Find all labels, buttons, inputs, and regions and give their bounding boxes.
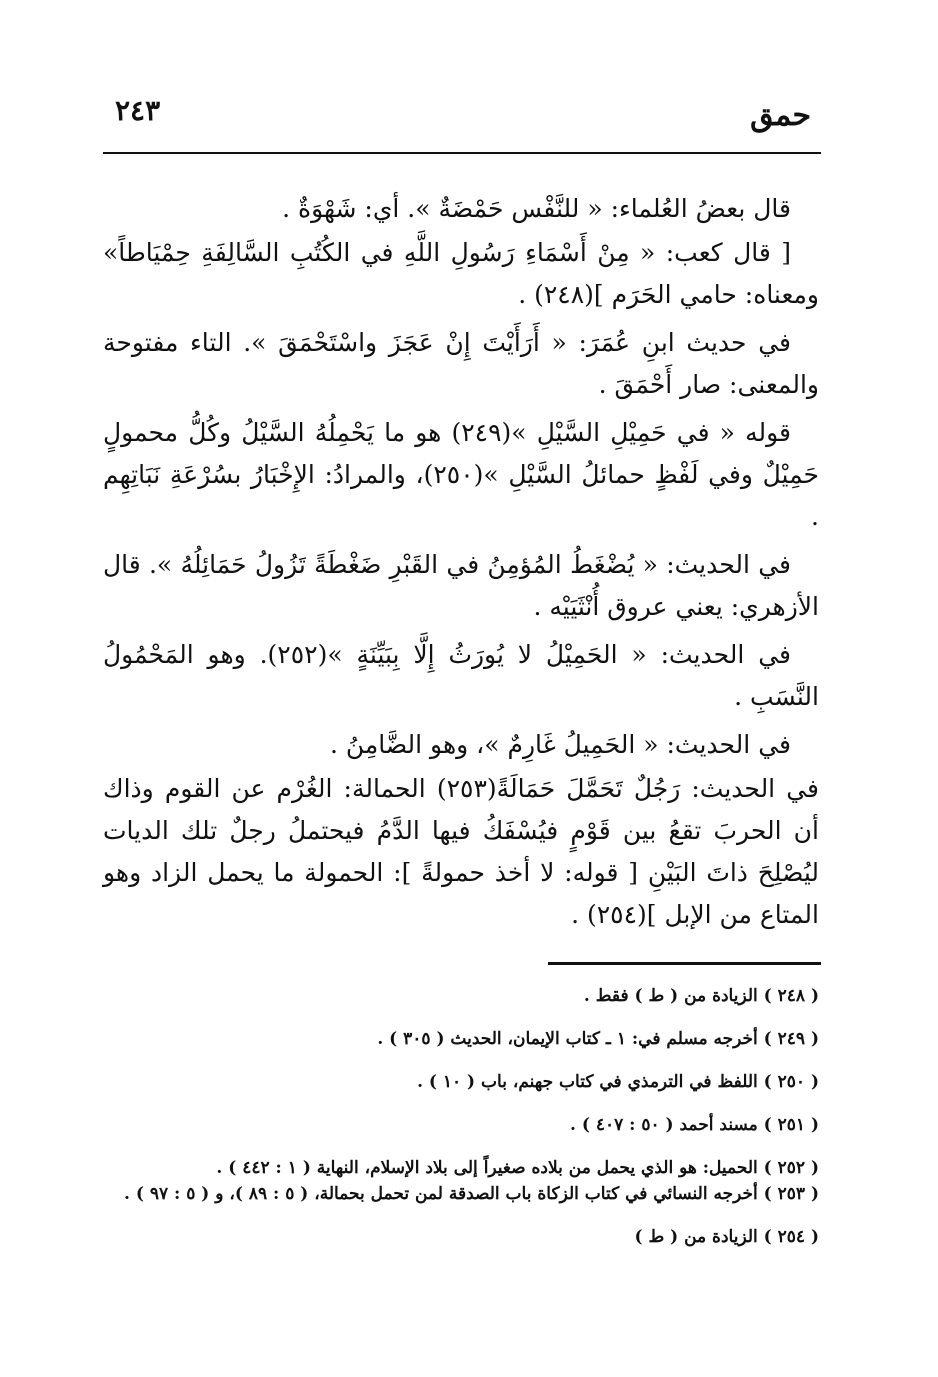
footnote: ( ٢٥١ ) مسند أحمد ( ٥٠ : ٤٠٧ ) . bbox=[570, 1115, 819, 1135]
running-title: حمق bbox=[750, 98, 811, 133]
page-header bbox=[103, 92, 821, 144]
header-rule bbox=[103, 152, 821, 154]
footnote: ( ٢٥٢ ) الحميل: هو الذي يحمل من بلاده صغيراً إلى بلاد الإسلام، النهاية ( ١ : ٤٤٢ ) . bbox=[216, 1158, 819, 1178]
footnote: ( ٢٥٣ ) أخرجه النسائي في كتاب الزكاة باب الصدقة لمن تحمل بحمالة، ( ٥ : ٨٩ )، و ( ٥ : ٩٧ ) . bbox=[124, 1184, 819, 1204]
paragraph: في الحديث: رَجُلٌ تَحَمَّلَ حَمَالَةً(٢٥٣) الحمالة: الغُرْم عن القوم وذاك أن الحربَ تقعُ بين قَوْمٍ فيُسْفَكُ فيها الدَّمُ فيحتملُ رجلٌ تلك الديات ليُصْلِحَ ذاتَ البَيْنِ [ قوله: لا أخذ حمولةً ]: الحمولة ما يحمل الزاد وهو المتاع من الإبل ](٢٥٤) . bbox=[103, 774, 820, 929]
page-number: ٢٤٣ bbox=[115, 94, 161, 127]
footnote: ( ٢٥٤ ) الزيادة من ( ط ) bbox=[634, 1227, 819, 1247]
footnotes bbox=[103, 984, 819, 1268]
paragraph: في الحديث: « يُضْغَطُ المُؤمِنُ في القَبْرِ ضَغْطَةً تَزُولُ حَمَائِلُهُ ». قال الأزهري: يعني عروق أُنْثَيَيْه . bbox=[103, 550, 819, 621]
main-text bbox=[103, 188, 819, 942]
paragraph: في الحديث: « الحَمِيلُ غَارِمٌ »، وهو الضَّامِنُ . bbox=[329, 730, 791, 759]
footnote: ( ٢٤٨ ) الزيادة من ( ط ) فقط . bbox=[583, 986, 819, 1006]
paragraph: قوله « في حَمِيْلِ السَّيْلِ »(٢٤٩) هو ما يَحْمِلُهُ السَّيْلُ وكُلُّ محمولٍ حَمِيْلٌ وفي لَفْظٍ حمائلُ السَّيْلِ »(٢٥٠)، والمرادُ: الإِخْبَارُ بسُرْعَةِ نَبَاتِهِم . bbox=[103, 418, 820, 531]
paragraph: قال بعضُ العُلماء: « للنَّفْس حَمْضَةٌ ». أي: شَهْوَةٌ . bbox=[282, 194, 791, 223]
footnote: ( ٢٥٠ ) اللفظ في الترمذي في كتاب جهنم، باب ( ١٠ ) . bbox=[417, 1072, 819, 1092]
footnote-rule bbox=[548, 962, 821, 965]
paragraph: في الحديث: « الحَمِيْلُ لا يُورَثُ إِلَّا بِبَيِّنَةٍ »(٢٥٢). وهو المَحْمُولُ النَّسَبِ . bbox=[103, 640, 819, 711]
paragraph: في حديث ابنِ عُمَرَ: « أَرَأَيْتَ إِنْ عَجَزَ واسْتَحْمَقَ ». التاء مفتوحة والمعنى: صار أَحْمَقَ . bbox=[103, 328, 819, 399]
paragraph: [ قال كعب: « مِنْ أَسْمَاءِ رَسُولِ اللَّهِ في الكُتُبِ السَّالِفَةِ حِمْيَاطاً» ومعناه: حامي الحَرَم ](٢٤٨) . bbox=[103, 238, 819, 309]
footnote: ( ٢٤٩ ) أخرجه مسلم في: ١ ـ كتاب الإيمان، الحديث ( ٣٠٥ ) . bbox=[377, 1029, 819, 1049]
